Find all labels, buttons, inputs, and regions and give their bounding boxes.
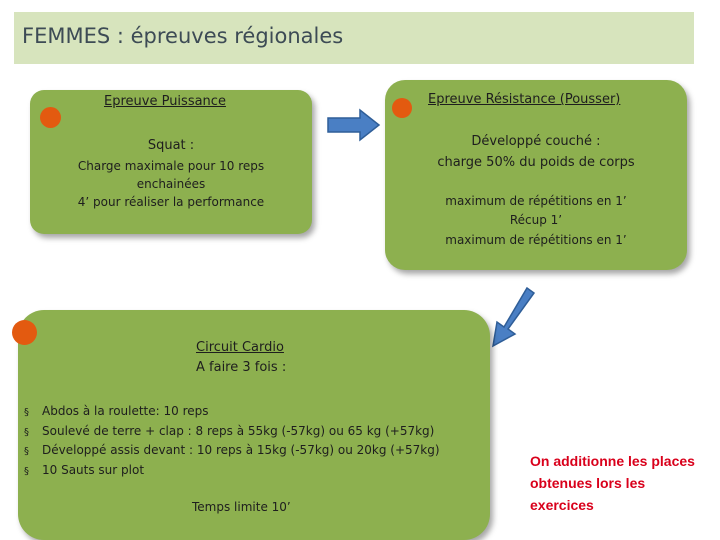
circuit-time-limit: Temps limite 10’	[192, 500, 291, 514]
resistance-line-3: maximum de répétitions en 1’	[445, 233, 627, 247]
right-arrow-icon	[326, 107, 382, 143]
bullet-icon: §	[24, 465, 29, 477]
bullet-icon: §	[24, 407, 29, 418]
bullet-icon: §	[24, 426, 29, 438]
resistance-exercise-line-2: charge 50% du poids de corps	[437, 155, 635, 170]
resistance-exercise-line-1: Développé couché :	[471, 134, 601, 149]
list-item: § 10 Sauts sur plot	[24, 461, 440, 481]
resistance-heading: Epreuve Résistance (Pousser)	[428, 92, 621, 107]
list-item: § Abdos à la roulette: 10 reps	[24, 402, 440, 422]
resistance-line-2: Récup 1’	[509, 213, 563, 227]
down-left-arrow-icon	[490, 286, 536, 350]
title-bar	[14, 12, 694, 64]
list-item: § Soulevé de terre + clap : 8 reps à 55kg (-57kg) ou 65 kg (+57kg)	[24, 422, 440, 442]
list-item: § Développé assis devant : 10 reps à 15kg (-57kg) ou 20kg (+57kg)	[24, 441, 440, 461]
circuit-heading: Circuit Cardio	[196, 340, 284, 355]
circuit-subheading: A faire 3 fois :	[196, 360, 287, 375]
orange-circle-icon	[392, 98, 412, 118]
bullet-icon: §	[24, 446, 29, 457]
page-title: FEMMES : épreuves régionales	[22, 24, 344, 48]
puissance-exercise: Squat :	[147, 138, 195, 153]
puissance-line-1: Charge maximale pour 10 reps	[77, 159, 265, 173]
circuit-exercise-list	[24, 402, 440, 480]
puissance-line-2: enchainées	[136, 177, 206, 191]
scoring-note: On additionne les places obtenues lors les exercices	[530, 453, 695, 513]
orange-circle-icon	[12, 320, 37, 345]
puissance-line-3: 4’ pour réaliser la performance	[77, 195, 265, 209]
puissance-heading: Epreuve Puissance	[104, 94, 226, 109]
orange-circle-icon	[40, 107, 61, 128]
resistance-line-1: maximum de répétitions en 1’	[445, 194, 627, 208]
